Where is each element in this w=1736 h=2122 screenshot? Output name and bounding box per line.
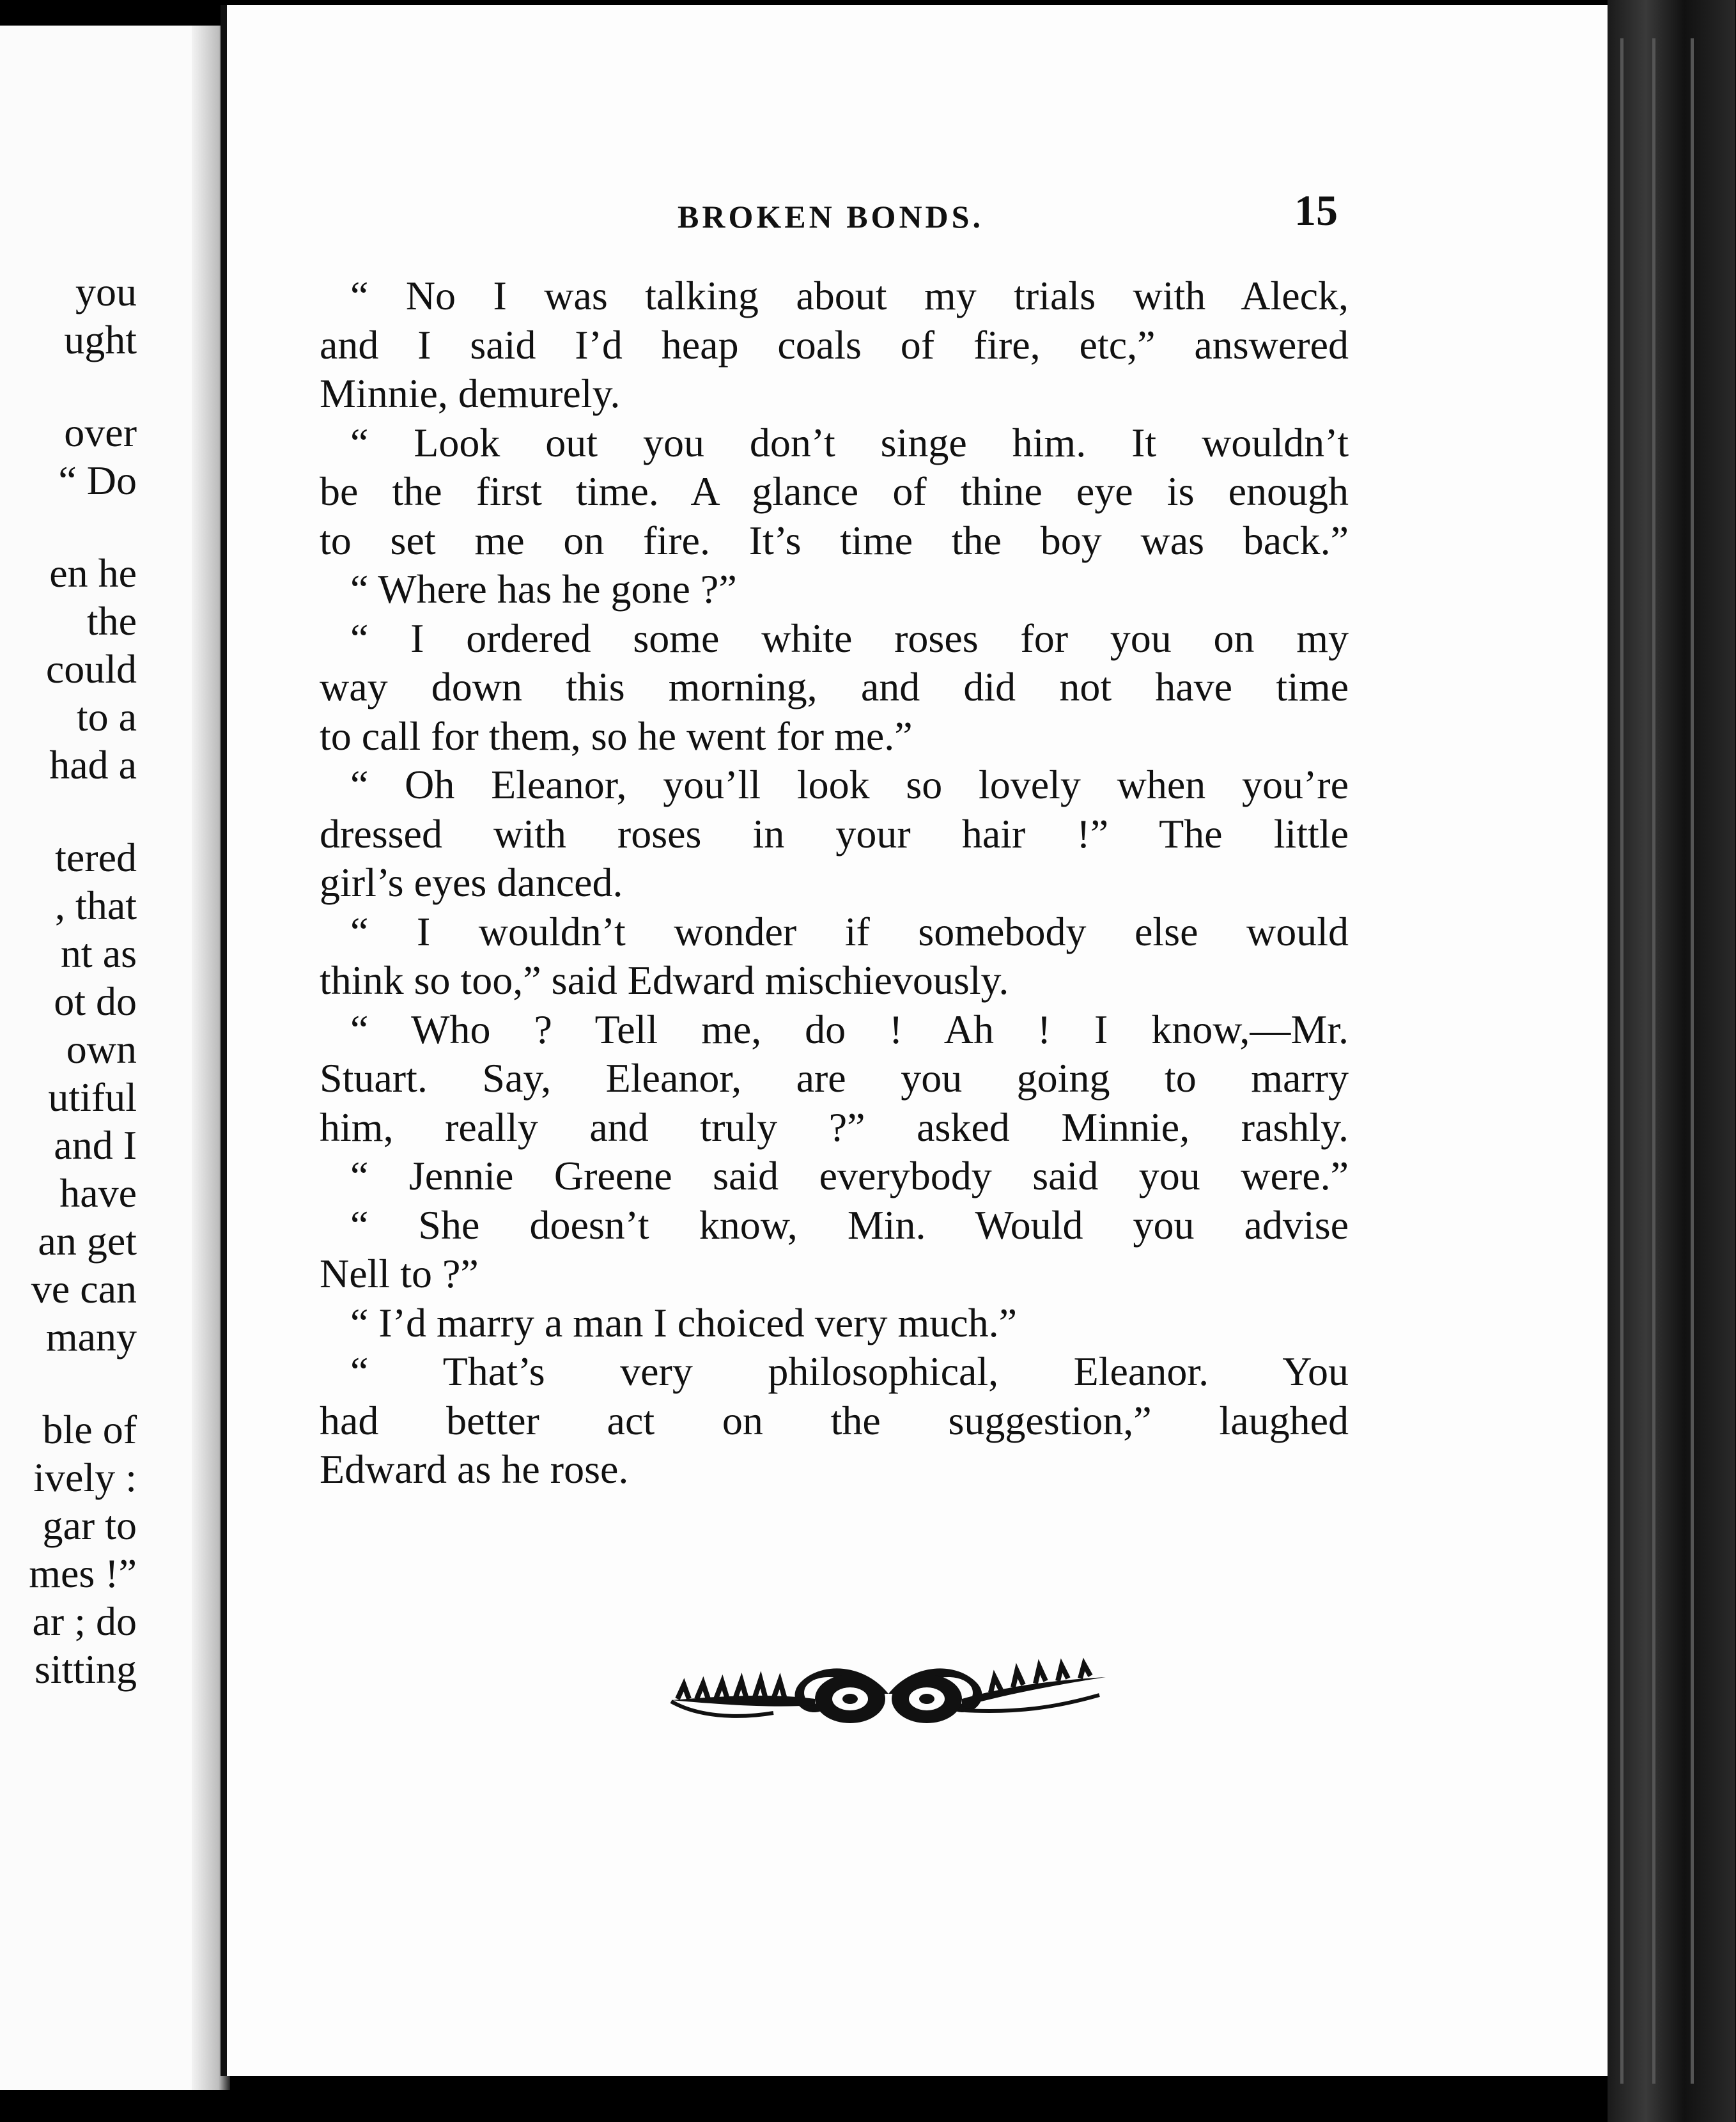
text-line: think so too,” said Edward mischievously.: [320, 957, 1009, 1003]
text-line: “ I’d marry a man I choiced very much.”: [350, 1299, 1018, 1345]
page-edge-line: [1691, 38, 1694, 2084]
left-page-text-fragment: have: [59, 1170, 137, 1216]
text-line: him, really and truly ?” asked Minnie, rashly.: [320, 1104, 1349, 1150]
left-page-text-fragment: over: [64, 410, 137, 455]
text-line: “ That’s very philosophical, Eleanor. You: [350, 1349, 1349, 1394]
text-line: way down this morning, and did not have time: [320, 664, 1349, 709]
left-page-text-fragment: ve can: [31, 1266, 137, 1312]
left-page-text-fragment: ble of: [42, 1407, 137, 1452]
left-page-text-fragment: ught: [64, 317, 137, 362]
left-page-text-fragment: could: [45, 646, 137, 692]
text-line: to call for them, so he went for me.”: [320, 713, 913, 759]
body-text: [320, 272, 1349, 1494]
text-line: Nell to ?”: [320, 1251, 479, 1296]
left-page-text-fragment: own: [66, 1026, 137, 1072]
text-line: Edward as he rose.: [320, 1446, 629, 1492]
text-line: dressed with roses in your hair !” The little: [320, 810, 1349, 856]
page-edges: [1608, 0, 1735, 2122]
text-line: to set me on fire. It’s time the boy was back.”: [320, 517, 1349, 563]
left-page-text-fragment: you: [75, 269, 137, 314]
text-line: “ I ordered some white roses for you on my: [350, 615, 1349, 661]
text-line: “ Who ? Tell me, do ! Ah ! I know,—Mr.: [350, 1006, 1349, 1052]
left-page-text-fragment: tered: [55, 835, 137, 880]
left-page-text-fragment: to a: [76, 694, 137, 740]
left-page-text-fragment: ot do: [54, 979, 137, 1024]
left-page-text-fragment: many: [45, 1314, 137, 1359]
left-page-text-fragment: and I: [54, 1122, 137, 1168]
left-page-text-fragment: gar to: [42, 1503, 137, 1548]
text-line: Stuart. Say, Eleanor, are you going to marry: [320, 1055, 1349, 1101]
left-page-text-fragment: sitting: [34, 1646, 137, 1692]
left-page-text-fragment: ar ; do: [32, 1599, 137, 1644]
text-line: “ I wouldn’t wonder if somebody else would: [350, 908, 1349, 954]
left-page-text-fragment: had a: [49, 742, 137, 787]
text-line: “ Jennie Greene said everybody said you were.”: [350, 1153, 1349, 1198]
text-line: “ She doesn’t know, Min. Would you advise: [350, 1202, 1349, 1248]
left-page-text-fragment: utiful: [48, 1074, 137, 1120]
ornament-icon: [658, 1649, 1119, 1739]
text-line: “ Oh Eleanor, you’ll look so lovely when you’re: [350, 762, 1349, 807]
page-edge-line: [1652, 38, 1655, 2084]
text-line: “ Where has he gone ?”: [350, 566, 737, 612]
left-page-text-fragment: nt as: [60, 931, 137, 976]
text-line: girl’s eyes danced.: [320, 860, 623, 905]
text-line: “ No I was talking about my trials with Aleck,: [350, 273, 1349, 318]
text-line: Minnie, demurely.: [320, 371, 621, 416]
left-page-text-fragment: mes !”: [29, 1551, 137, 1596]
left-page-text-fragment: ively :: [33, 1455, 137, 1500]
text-line: had better act on the suggestion,” laughed: [320, 1397, 1349, 1443]
left-page-text-fragment: “ Do: [58, 458, 137, 503]
left-page-text-fragment: en he: [49, 550, 137, 596]
text-line: and I said I’d heap coals of fire, etc,” answered: [320, 321, 1349, 368]
text-line: “ Look out you don’t singe him. It wouldn’t: [350, 419, 1349, 465]
left-page-text-fragment: an get: [38, 1218, 137, 1264]
left-page-text-fragment: the: [86, 598, 137, 644]
left-page-text-fragment: , that: [55, 883, 137, 928]
page-edge-line: [1620, 38, 1624, 2084]
page-number: 15: [1294, 186, 1338, 235]
text-line: be the first time. A glance of thine eye is enough: [320, 469, 1349, 514]
running-head: BROKEN BONDS.: [678, 199, 984, 235]
